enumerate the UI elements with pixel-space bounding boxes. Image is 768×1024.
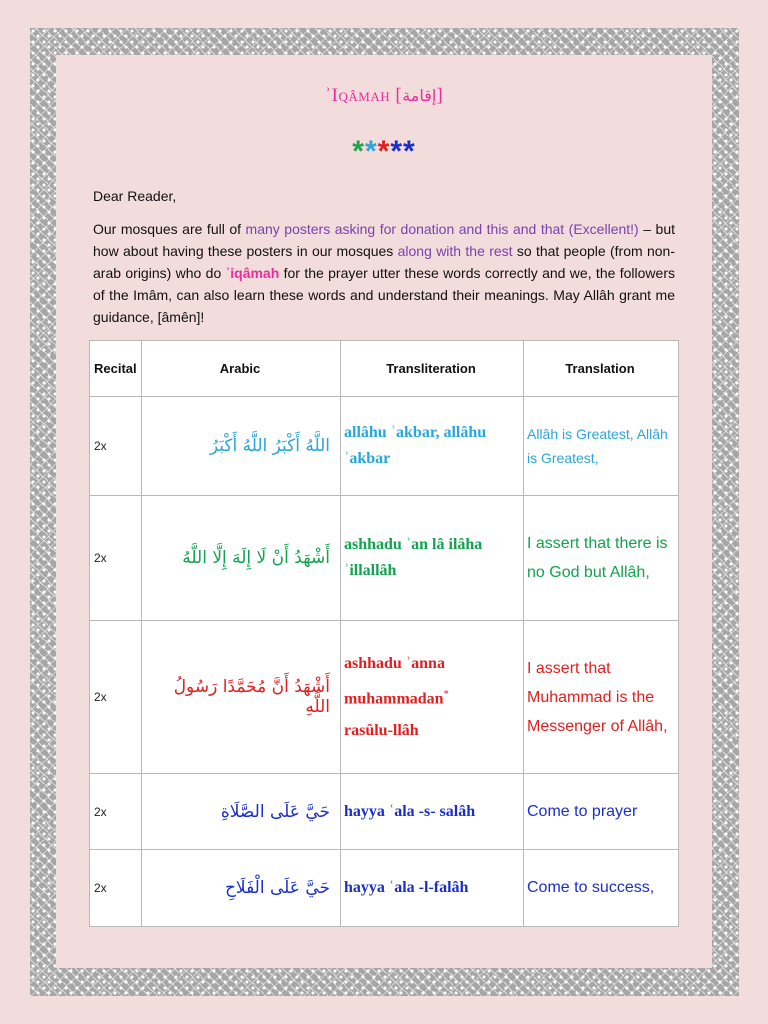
title-main: Iqâmah bbox=[331, 85, 391, 106]
transliteration-cell bbox=[341, 774, 524, 850]
recital-cell: 2x bbox=[90, 621, 142, 774]
transliteration-text: allâhu ʾakbar, allâhu ʾakbar bbox=[344, 424, 487, 467]
star-5: * bbox=[403, 135, 416, 168]
star-3: * bbox=[377, 135, 391, 168]
transliteration-cell bbox=[341, 496, 524, 621]
title-arabic: إقامة bbox=[402, 86, 437, 105]
table-row bbox=[90, 397, 679, 496]
arabic-cell: اللَّهُ أَكْبَرُ اللَّهُ أَكْبَرُ bbox=[142, 397, 341, 496]
table-header-row bbox=[90, 341, 679, 397]
header-arabic: Arabic bbox=[142, 341, 341, 397]
header-recital: Recital bbox=[90, 341, 142, 397]
table-row bbox=[90, 621, 679, 774]
table-row bbox=[90, 496, 679, 621]
translation-cell: Allâh is Greatest, Allâh is Greatest, bbox=[524, 397, 679, 496]
star-2: * bbox=[364, 135, 378, 168]
title-bracket-close: ] bbox=[436, 85, 444, 106]
intro-text-2: – but how about having these posters in our mosques bbox=[93, 221, 675, 259]
intro-paragraph bbox=[93, 218, 675, 328]
star-4: * bbox=[390, 135, 404, 168]
greeting: Dear Reader, bbox=[93, 188, 177, 204]
intro-text-4: for the prayer utter these words correctly and we, the followers of the Imâm, can also learn these words and understand their meanings. May Allâh grant me guidance, [âmên]! bbox=[93, 265, 675, 325]
intro-highlight-iqamah: ʾiqâmah bbox=[225, 265, 280, 281]
recital-cell: 2x bbox=[90, 774, 142, 850]
iqamah-table bbox=[89, 340, 679, 927]
arabic-cell: أَشْهَدُ أَنَّ مُحَمَّدًا رَسُولُ اللَّهِ bbox=[142, 621, 341, 774]
star-divider bbox=[56, 135, 712, 169]
page-title bbox=[56, 85, 712, 107]
transliteration-text: hayya ʿala -l-falâh bbox=[344, 879, 469, 896]
translation-cell: Come to prayer bbox=[524, 774, 679, 850]
arabic-cell: أَشْهَدُ أَنْ لَا إِلَهَ إِلَّا اللَّهُ bbox=[142, 496, 341, 621]
table-row bbox=[90, 774, 679, 850]
title-bracket-open: [ bbox=[390, 85, 403, 106]
transliteration-part-2: muhammadan bbox=[344, 690, 444, 708]
transliteration-text: hayya ʿala -s- salâh bbox=[344, 802, 476, 820]
intro-highlight-2: along with the rest bbox=[397, 243, 513, 259]
document-page bbox=[56, 55, 712, 968]
header-translation: Translation bbox=[524, 341, 679, 397]
transliteration-cell bbox=[341, 621, 524, 774]
intro-highlight-1: many posters asking for donation and this and that (Excellent!) bbox=[245, 221, 639, 237]
intro-section bbox=[93, 185, 675, 328]
transliteration-text: ashhadu ʾan lâ ilâha ʾillallâh bbox=[344, 536, 483, 579]
transliteration-part-1: ashhadu ʾanna bbox=[344, 655, 445, 673]
arabic-cell: حَيَّ عَلَى الْفَلَاحِ bbox=[142, 850, 341, 927]
translation-cell: I assert that Muhammad is the Messenger of Allâh, bbox=[524, 621, 679, 774]
intro-text-1: Our mosques are full of bbox=[93, 221, 246, 237]
header-transliteration: Transliteration bbox=[341, 341, 524, 397]
recital-cell: 2x bbox=[90, 850, 142, 927]
recital-cell: 2x bbox=[90, 397, 142, 496]
recital-cell: 2x bbox=[90, 496, 142, 621]
transliteration-cell bbox=[341, 850, 524, 927]
translation-cell: Come to success, bbox=[524, 850, 679, 927]
footnote-mark: * bbox=[443, 689, 449, 701]
transliteration-part-3: rasûlu-llâh bbox=[344, 721, 419, 739]
arabic-cell: حَيَّ عَلَى الصَّلَاةِ bbox=[142, 774, 341, 850]
star-1: * bbox=[352, 135, 365, 168]
table-row bbox=[90, 850, 679, 927]
transliteration-cell bbox=[341, 397, 524, 496]
title-prefix: ʾ bbox=[324, 85, 332, 106]
intro-text-3: so that people (from non-arab origins) who do bbox=[93, 243, 676, 281]
translation-cell: I assert that there is no God but Allâh, bbox=[524, 496, 679, 621]
